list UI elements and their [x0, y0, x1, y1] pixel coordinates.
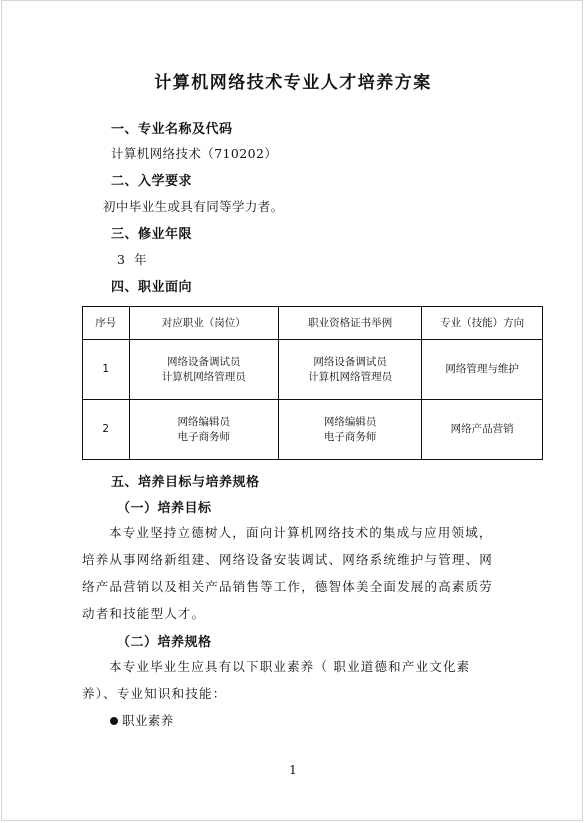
section-5-sub1-heading: （一）培养目标 [117, 501, 212, 516]
page-number: 1 [289, 763, 297, 777]
section-5-sub2-heading: （二）培养规格 [117, 635, 212, 650]
section-3-body: 3 年 [117, 252, 147, 267]
section-2-heading: 二、入学要求 [111, 174, 193, 189]
table-cell-direction: 网络管理与维护 [422, 340, 543, 400]
goal-paragraph-line: 动者和技能型人才。 [82, 606, 206, 621]
table-row [83, 400, 543, 460]
bullet-dot-icon [110, 717, 118, 725]
bullet-item [110, 711, 174, 729]
cert-line: 计算机网络管理员 [308, 370, 393, 383]
table-cell-no: 2 [83, 400, 130, 460]
table-row [83, 340, 543, 400]
table-cell-direction: 网络产品营销 [422, 400, 543, 460]
cert-line: 网络编辑员 [323, 415, 377, 428]
table-header-cell: 专业（技能）方向 [422, 307, 543, 340]
goal-paragraph-line: 本专业坚持立德树人，面向计算机网络技术的集成与应用领域， [109, 525, 493, 540]
table-header-cell: 序号 [83, 307, 130, 340]
job-line: 网络编辑员 [177, 415, 230, 428]
spec-paragraph-line: 养）、专业知识和技能： [82, 686, 227, 701]
section-1-heading: 一、专业名称及代码 [111, 122, 233, 137]
table-cell-jobs [129, 400, 278, 460]
job-line: 网络设备调试员 [166, 355, 241, 368]
document-title: 计算机网络技术专业人才培养方案 [154, 73, 432, 93]
career-table [82, 306, 543, 460]
section-2-body: 初中毕业生或具有同等学力者。 [103, 199, 284, 214]
table-header-cell: 对应职业（岗位） [129, 307, 278, 340]
section-3-heading: 三、修业年限 [111, 227, 193, 242]
job-line: 计算机网络管理员 [161, 370, 246, 383]
table-cell-no: 1 [83, 340, 130, 400]
job-line: 电子商务师 [177, 430, 230, 443]
goal-paragraph-line: 培养从事网络新组建、网络设备安装调试、网络系统维护与管理、网 [82, 552, 494, 567]
cert-line: 电子商务师 [323, 430, 377, 443]
cert-line: 网络设备调试员 [313, 355, 387, 368]
section-1-body: 计算机网络技术（710202） [111, 146, 278, 161]
table-header-row [83, 307, 543, 340]
table-cell-certs [278, 340, 421, 400]
spec-paragraph-line: 本专业毕业生应具有以下职业素养（ 职业道德和产业文化素 [109, 659, 471, 674]
table-cell-certs [278, 400, 421, 460]
table-cell-jobs [129, 340, 278, 400]
goal-paragraph-line: 络产品营销以及相关产品销售等工作，德智体美全面发展的高素质劳 [82, 579, 494, 594]
section-5-heading: 五、培养目标与培养规格 [111, 475, 260, 490]
section-4-heading: 四、职业面向 [111, 280, 193, 295]
bullet-item-label: 职业素养 [122, 713, 174, 728]
table-header-cell: 职业资格证书举例 [278, 307, 421, 340]
